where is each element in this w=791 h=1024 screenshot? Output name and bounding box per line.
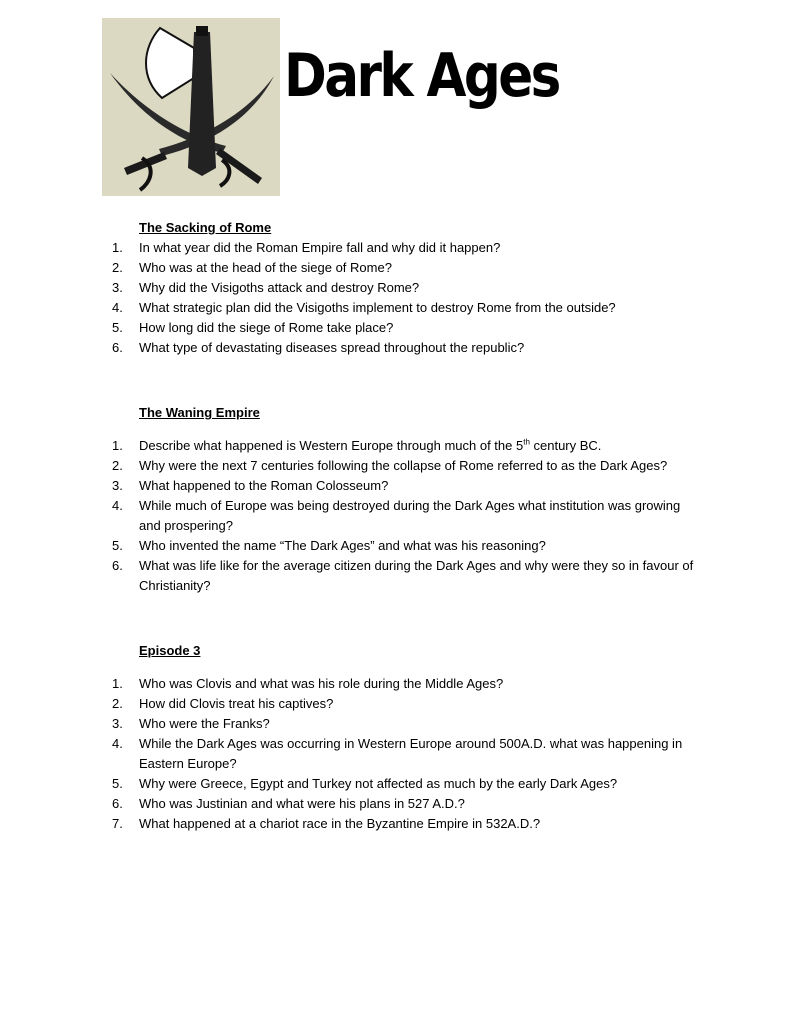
crossed-weapons-icon	[102, 18, 280, 196]
section-waning-empire	[112, 403, 699, 596]
section-heading: The Sacking of Rome	[139, 220, 272, 235]
list-item: 2. Who was at the head of the siege of Rome?	[112, 260, 392, 275]
page-title: Dark Ages	[284, 41, 559, 111]
list-item: 6. What was life like for the average citizen during the Dark Ages and why were they so in favour of Christianity?	[112, 558, 694, 593]
list-item: 2. Why were the next 7 centuries following the collapse of Rome referred to as the Dark Ages?	[112, 458, 668, 473]
section-heading: The Waning Empire	[139, 405, 260, 420]
list-item: 2. How did Clovis treat his captives?	[112, 696, 334, 711]
list-item: 6. Who was Justinian and what were his plans in 527 A.D.?	[112, 796, 465, 811]
section-heading: Episode 3	[139, 643, 201, 658]
list-item: 1. In what year did the Roman Empire fall and why did it happen?	[112, 240, 501, 255]
list-item: 5. Why were Greece, Egypt and Turkey not affected as much by the early Dark Ages?	[112, 776, 618, 791]
question-list	[112, 436, 699, 596]
list-item: 4. While much of Europe was being destroyed during the Dark Ages what institution was growing and prospering?	[112, 498, 681, 533]
list-item: 3. What happened to the Roman Colosseum?	[112, 478, 389, 493]
list-item: 5. How long did the siege of Rome take place?	[112, 320, 394, 335]
section-sacking-of-rome	[112, 218, 699, 358]
question-list	[112, 238, 699, 358]
list-item: 3. Why did the Visigoths attack and destroy Rome?	[112, 280, 420, 295]
list-item: 1. Describe what happened is Western Europe through much of the 5th century BC.	[112, 437, 602, 453]
question-list	[112, 674, 699, 834]
list-item: 1. Who was Clovis and what was his role during the Middle Ages?	[112, 676, 504, 691]
list-item: 5. Who invented the name “The Dark Ages” and what was his reasoning?	[112, 538, 546, 553]
list-item: 7. What happened at a chariot race in the Byzantine Empire in 532A.D.?	[112, 816, 541, 831]
list-item: 6. What type of devastating diseases spread throughout the republic?	[112, 340, 525, 355]
list-item: 4. While the Dark Ages was occurring in Western Europe around 500A.D. what was happening in Eastern Europe?	[112, 736, 683, 771]
section-episode-3	[112, 641, 699, 834]
list-item: 4. What strategic plan did the Visigoths implement to destroy Rome from the outside?	[112, 300, 616, 315]
list-item: 3. Who were the Franks?	[112, 716, 270, 731]
